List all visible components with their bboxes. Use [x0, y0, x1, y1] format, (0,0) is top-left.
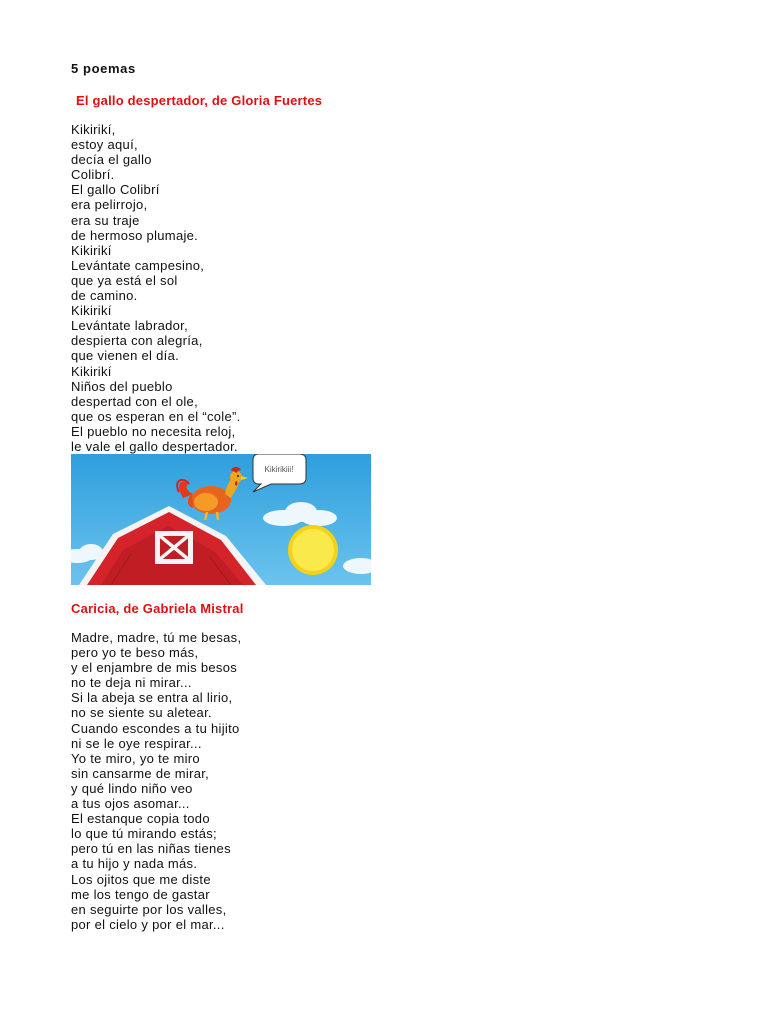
verse-line: que ya está el sol — [71, 272, 178, 288]
verse-line: le vale el gallo despertador. — [71, 438, 238, 454]
verse-line: lo que tú mirando estás; — [71, 826, 217, 842]
verse-line: Niños del pueblo — [71, 378, 173, 394]
verse-line: pero yo te beso más, — [71, 645, 199, 661]
verse-line: no te deja ni mirar... — [71, 675, 192, 691]
verse-line: a tu hijo y nada más. — [71, 856, 198, 872]
verse-line: Si la abeja se entra al lirio, — [71, 690, 233, 706]
verse-line: Levántate campesino, — [71, 257, 205, 273]
verse-line: de camino. — [71, 288, 138, 304]
verse-line: El gallo Colibrí — [71, 182, 160, 198]
verse-line: Cuando escondes a tu hijito — [71, 720, 240, 736]
verse-line: a tus ojos asomar... — [71, 796, 190, 812]
verse-line: ni se le oye respirar... — [71, 735, 202, 751]
poem-title: Caricia, de Gabriela Mistral — [71, 601, 244, 616]
verse-line: El estanque copia todo — [71, 811, 210, 827]
verse-line: Kikirikí — [71, 242, 112, 258]
document-title: 5 poemas — [71, 61, 136, 76]
poem-verse — [71, 122, 241, 454]
verse-line: no se siente su aletear. — [71, 705, 212, 721]
verse-line: era su traje — [71, 212, 140, 228]
verse-line: Kikirikí — [71, 363, 112, 379]
verse-line: Yo te miro, yo te miro — [71, 750, 200, 766]
verse-line: que vienen el día. — [71, 348, 180, 364]
verse-line: me los tengo de gastar — [71, 886, 210, 902]
verse-line: pero tú en las niñas tienes — [71, 841, 231, 857]
verse-line: estoy aquí, — [71, 137, 138, 153]
speech-bubble-text: Kikirikiii! — [264, 465, 294, 474]
verse-line: por el cielo y por el mar... — [71, 916, 225, 932]
verse-line: despierta con alegría, — [71, 333, 203, 349]
rooster-barn-illustration — [71, 454, 371, 585]
verse-line: que os esperan en el “cole”. — [71, 408, 241, 424]
verse-line: Madre, madre, tú me besas, — [71, 630, 242, 645]
verse-line: Kikirikí, — [71, 122, 116, 137]
verse-line: sin cansarme de mirar, — [71, 765, 210, 781]
verse-line: en seguirte por los valles, — [71, 901, 227, 917]
verse-line: Kikirikí — [71, 303, 112, 319]
verse-line: y qué lindo niño veo — [71, 780, 193, 796]
verse-line: Colibrí. — [71, 167, 115, 183]
verse-line: de hermoso plumaje. — [71, 227, 199, 243]
poem-title: El gallo despertador, de Gloria Fuertes — [76, 93, 323, 108]
verse-line: Los ojitos que me diste — [71, 871, 211, 887]
verse-line: decía el gallo — [71, 152, 152, 168]
verse-line: y el enjambre de mis besos — [71, 660, 238, 676]
poem-verse — [71, 630, 241, 932]
verse-line: despertad con el ole, — [71, 393, 198, 409]
verse-line: era pelirrojo, — [71, 197, 148, 213]
verse-line: Levántate labrador, — [71, 318, 189, 334]
verse-line: El pueblo no necesita reloj, — [71, 423, 236, 439]
